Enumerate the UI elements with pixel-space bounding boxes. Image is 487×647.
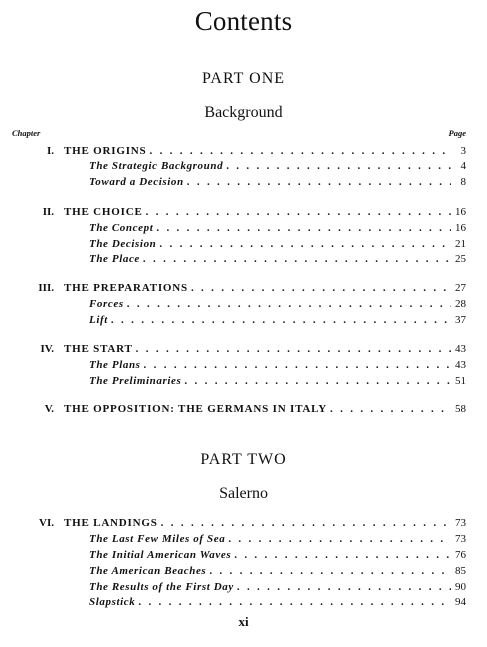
section-title: Forces bbox=[89, 298, 127, 310]
page-number: 76 bbox=[455, 549, 466, 561]
chapter-number: II. bbox=[42, 206, 54, 218]
dot-leader bbox=[89, 547, 451, 563]
dot-leader bbox=[89, 220, 451, 236]
toc-section-entry bbox=[0, 312, 487, 328]
dot-leader bbox=[89, 531, 451, 547]
part-two-heading: PART TWO bbox=[200, 451, 287, 468]
page-number: 25 bbox=[455, 253, 466, 265]
toc-chapter-entry bbox=[0, 341, 487, 357]
dot-leader bbox=[89, 251, 451, 267]
section-title: Lift bbox=[89, 314, 111, 326]
toc-section-entry bbox=[0, 531, 487, 547]
section-title: Toward a Decision bbox=[89, 176, 187, 188]
part-one-heading: PART ONE bbox=[201, 70, 286, 87]
section-title: The Preliminaries bbox=[89, 375, 184, 387]
chapter-title: THE CHOICE bbox=[64, 206, 146, 218]
contents-title: Contents bbox=[194, 6, 293, 36]
part-two-subtitle: Salerno bbox=[219, 485, 268, 502]
section-title: The Decision bbox=[89, 238, 159, 250]
page-number: 27 bbox=[455, 282, 466, 294]
dot-leader bbox=[64, 401, 451, 417]
toc-section-entry bbox=[0, 547, 487, 563]
page-number: 43 bbox=[455, 359, 466, 371]
page-number: 85 bbox=[455, 565, 466, 577]
toc-section-entry bbox=[0, 236, 487, 252]
chapter-number: VI. bbox=[39, 517, 54, 529]
toc-section-entry bbox=[0, 373, 487, 389]
toc-section-entry bbox=[0, 594, 487, 610]
page-number: 21 bbox=[455, 238, 466, 250]
part-one-subtitle: Background bbox=[204, 104, 283, 121]
page-number: 3 bbox=[460, 145, 466, 157]
dot-leader bbox=[64, 280, 451, 296]
toc-section-entry bbox=[0, 563, 487, 579]
dot-leader bbox=[89, 579, 451, 595]
dot-leader bbox=[64, 204, 451, 220]
section-title: The Last Few Miles of Sea bbox=[89, 533, 228, 545]
chapter-title: THE ORIGINS bbox=[64, 145, 149, 157]
chapter-number: IV. bbox=[40, 343, 54, 355]
toc-chapter-entry bbox=[0, 280, 487, 296]
page-number: 4 bbox=[460, 160, 466, 172]
section-title: The Strategic Background bbox=[89, 160, 226, 172]
page-folio: xi bbox=[238, 614, 249, 629]
section-title: Slapstick bbox=[89, 596, 138, 608]
toc-section-entry bbox=[0, 296, 487, 312]
page-number: 58 bbox=[455, 403, 466, 415]
page-number: 37 bbox=[455, 314, 466, 326]
dot-leader bbox=[64, 143, 451, 159]
section-title: The American Beaches bbox=[89, 565, 209, 577]
toc-section-entry bbox=[0, 579, 487, 595]
dot-leader bbox=[89, 236, 451, 252]
chapter-title: THE PREPARATIONS bbox=[64, 282, 191, 294]
page-column-label: Page bbox=[448, 128, 466, 138]
section-title: The Results of the First Day bbox=[89, 581, 237, 593]
dot-leader bbox=[89, 373, 451, 389]
page-number: 43 bbox=[455, 343, 466, 355]
page-number: 16 bbox=[455, 206, 466, 218]
dot-leader bbox=[89, 594, 451, 610]
toc-section-entry bbox=[0, 174, 487, 190]
chapter-title: THE LANDINGS bbox=[64, 517, 161, 529]
page-number: 51 bbox=[455, 375, 466, 387]
section-title: The Place bbox=[89, 253, 143, 265]
toc-section-entry bbox=[0, 220, 487, 236]
chapter-title: THE START bbox=[64, 343, 136, 355]
page-number: 28 bbox=[455, 298, 466, 310]
dot-leader bbox=[89, 174, 451, 190]
dot-leader bbox=[89, 312, 451, 328]
chapter-column-label: Chapter bbox=[12, 128, 41, 138]
dot-leader bbox=[89, 158, 451, 174]
page-number: 8 bbox=[460, 176, 466, 188]
page-number: 73 bbox=[455, 533, 466, 545]
chapter-number: I. bbox=[46, 145, 54, 157]
dot-leader bbox=[89, 563, 451, 579]
dot-leader bbox=[64, 515, 451, 531]
toc-chapter-entry bbox=[0, 204, 487, 220]
page-number: 16 bbox=[455, 222, 466, 234]
section-title: The Initial American Waves bbox=[89, 549, 234, 561]
dot-leader bbox=[89, 296, 451, 312]
dot-leader bbox=[64, 341, 451, 357]
toc-chapter-entry bbox=[0, 143, 487, 159]
toc-chapter-entry bbox=[0, 515, 487, 531]
chapter-number: III. bbox=[38, 282, 54, 294]
toc-section-entry bbox=[0, 251, 487, 267]
section-title: The Concept bbox=[89, 222, 156, 234]
toc-section-entry bbox=[0, 158, 487, 174]
page-number: 73 bbox=[455, 517, 466, 529]
toc-section-entry bbox=[0, 357, 487, 373]
dot-leader bbox=[89, 357, 451, 373]
toc-chapter-entry bbox=[0, 401, 487, 417]
page-number: 90 bbox=[455, 581, 466, 593]
page-number: 94 bbox=[455, 596, 466, 608]
chapter-number: V. bbox=[44, 403, 54, 415]
chapter-title: THE OPPOSITION: THE GERMANS IN ITALY bbox=[64, 403, 330, 415]
section-title: The Plans bbox=[89, 359, 144, 371]
